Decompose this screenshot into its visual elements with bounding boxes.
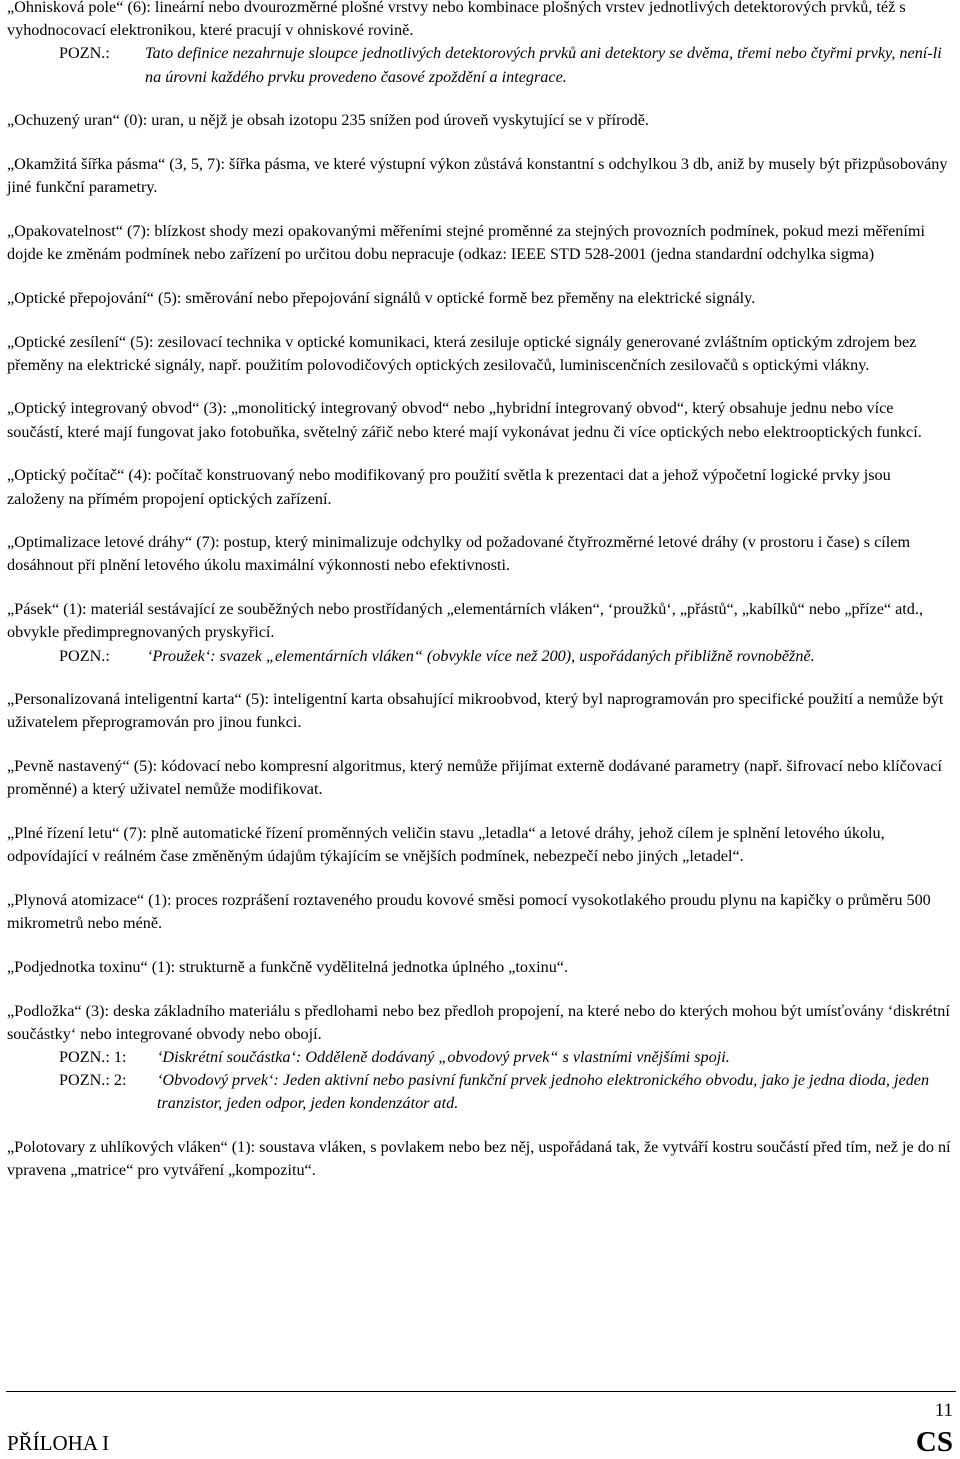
definition-text: „Pevně nastavený“ (5): kódovací nebo kompresní algoritmus, který nemůže přijímat externě dodávané parametry (např. šifrovací nebo klíčovací proměnné) a který uživatel nemůže modifikovat. xyxy=(7,757,942,799)
definition-entry xyxy=(7,822,951,868)
definition-entry xyxy=(7,464,951,510)
definition-text: „Ochuzený uran“ (0): uran, u nějž je obsah izotopu 235 snížen pod úroveň vyskytující se v přírodě. xyxy=(7,111,649,130)
definition-text: „Podjednotka toxinu“ (1): strukturně a funkčně vydělitelná jednotka úplného „toxinu“. xyxy=(7,957,569,976)
definition-note xyxy=(7,42,951,88)
definition-entry xyxy=(7,1136,951,1182)
definition-text: „Pásek“ (1): materiál sestávající ze souběžných nebo prostřídaných „elementárních vláken“, ‘proužků‘, „přástů“, „kabílků“ nebo „příze“ atd., obvykle předimpregnovaných pryskyřicí. xyxy=(7,600,923,642)
note-label: POZN.: 1: xyxy=(59,1048,127,1066)
definition-text: „Plynová atomizace“ (1): proces rozprášení roztaveného proudu kovové směsi pomocí vysokotlakého proudu plynu na kapičky o průměru 500 mikrometrů nebo méně. xyxy=(7,890,931,933)
note-text: ‘Obvodový prvek‘: Jeden aktivní nebo pasivní funkční prvek jednoho elektronického obvodu, jako je jedna dioda, jeden tranzistor, jeden odpor, jeden kondenzátor atd. xyxy=(157,1071,930,1113)
definition-entry xyxy=(7,956,951,979)
definition-text: „Optické zesílení“ (5): zesilovací technika v optické komunikaci, která zesiluje optické signály generované zvláštním optickým zdrojem bez přeměny na elektrické signály, např. použitím polovodičových optických zesilovačů, luminiscenčních zesilovačů s optickými vlákny. xyxy=(7,332,917,374)
definition-text: „Podložka“ (3): deska základního materiálu s předlohami nebo bez předloh propojení, na které nebo do kterých mohou být umísťovány ‘diskrétní součástky‘ nebo integrované obvody nebo obojí. xyxy=(7,1001,950,1043)
definition-text: „Plné řízení letu“ (7): plně automatické řízení proměnných veličin stavu „letadla“ a letové dráhy, jehož cílem je splnění letového úkolu, odpovídající v reálném čase změněným údajům týkajícím se vnějších podmínek, nebezpečí nebo jiných „letadel“. xyxy=(7,824,885,866)
definition-entry xyxy=(7,688,951,734)
document-body xyxy=(7,0,951,1203)
definition-text: „Optické přepojování“ (5): směrování nebo přepojování signálů v optické formě bez přeměny na elektrické signály. xyxy=(7,288,756,307)
language-code: CS xyxy=(915,1426,953,1458)
definition-entry xyxy=(7,0,951,89)
definition-text: „Opakovatelnost“ (7): blízkost shody mezi opakovanými měřeními stejné proměnné za stejných provozních podmínek, pokud mezi měřeními dojde ke změnám podmínek nebo zařízení po určitou dobu nepracuje (odkaz: IEEE STD 528-2001 (jedna standardní odchylka sigma) xyxy=(7,221,925,264)
definition-entry xyxy=(7,397,951,443)
annex-label: PŘÍLOHA I xyxy=(7,1431,110,1455)
definition-entry xyxy=(7,755,951,801)
definition-entry xyxy=(7,220,951,266)
note-label: POZN.: xyxy=(59,646,110,665)
note-text: ‘Proužek‘: svazek „elementárních vláken“ (obvykle více než 200), uspořádaných přibližně rovnoběžně. xyxy=(147,646,815,665)
definition-text: „Okamžitá šířka pásma“ (3, 5, 7): šířka pásma, ve které výstupní výkon zůstává konstantní s odchylkou 3 db, aniž by musely být přizpůsobovány jiné funkční parametry. xyxy=(7,155,948,197)
definition-text: „Optický integrovaný obvod“ (3): „monolitický integrovaný obvod“ nebo „hybridní integrovaný obvod“, který obsahuje jednu nebo více součástí, které mají fungovat jako fotobuňka, světelný zářič nebo které mají vykonávat jednu či více optických nebo elektrooptických funkcí. xyxy=(7,399,922,441)
definition-text: „Ohnisková pole“ (6): lineární nebo dvourozměrné plošné vrstvy nebo kombinace plošných vrstev jednotlivých detektorových prvků, též s vyhodnocovací elektronikou, které pracují v ohniskové rovině. xyxy=(7,0,906,40)
definition-text: „Optický počítač“ (4): počítač konstruovaný nebo modifikovaný pro použití světla k prezentaci dat a jehož výpočetní logické prvky jsou založeny na přímém propojení optických zařízení. xyxy=(7,466,891,508)
definition-text: „Personalizovaná inteligentní karta“ (5): inteligentní karta obsahující mikroobvod, který byl naprogramován pro specifické použití a nemůže být uživatelem přeprogramován pro jinou funkci. xyxy=(7,690,944,732)
page-number: 11 xyxy=(934,1400,953,1421)
note-text: Tato definice nezahrnuje sloupce jednotlivých detektorových prvků ani detektory se dvěma, třemi nebo čtyřmi prvky, není-li na úrovni každého prvku provedeno časové zpoždění a integrace. xyxy=(145,44,942,86)
footer-divider xyxy=(6,1391,956,1392)
definition-note xyxy=(7,1046,951,1069)
definition-entry xyxy=(7,331,951,377)
definition-note xyxy=(7,645,951,668)
definition-text: „Polotovary z uhlíkových vláken“ (1): soustava vláken, s povlakem nebo bez něj, uspořádaná tak, že vytváří kostru součástí před tím, než je do ní vpravena „matrice“ pro vytváření „kompozitu“. xyxy=(7,1138,951,1180)
definition-entry xyxy=(7,889,951,935)
definition-entry xyxy=(7,1000,951,1116)
definition-text: „Optimalizace letové dráhy“ (7): postup, který minimalizuje odchylky od požadované čtyřrozměrné letové dráhy (v prostoru i čase) s cílem dosáhnout při plnění letového úkolu maximální výkonnosti nebo efektivnosti. xyxy=(7,533,911,575)
definition-entry xyxy=(7,287,951,310)
note-label: POZN.: xyxy=(59,44,110,63)
definition-entry xyxy=(7,153,951,199)
definition-entry xyxy=(7,109,951,132)
note-label: POZN.: 2: xyxy=(59,1071,127,1090)
note-text: ‘Diskrétní součástka‘: Odděleně dodávaný „obvodový prvek“ s vlastními vnějšími spoji. xyxy=(157,1048,730,1066)
definition-entry xyxy=(7,598,951,668)
definition-entry xyxy=(7,531,951,577)
definition-note xyxy=(7,1069,951,1115)
